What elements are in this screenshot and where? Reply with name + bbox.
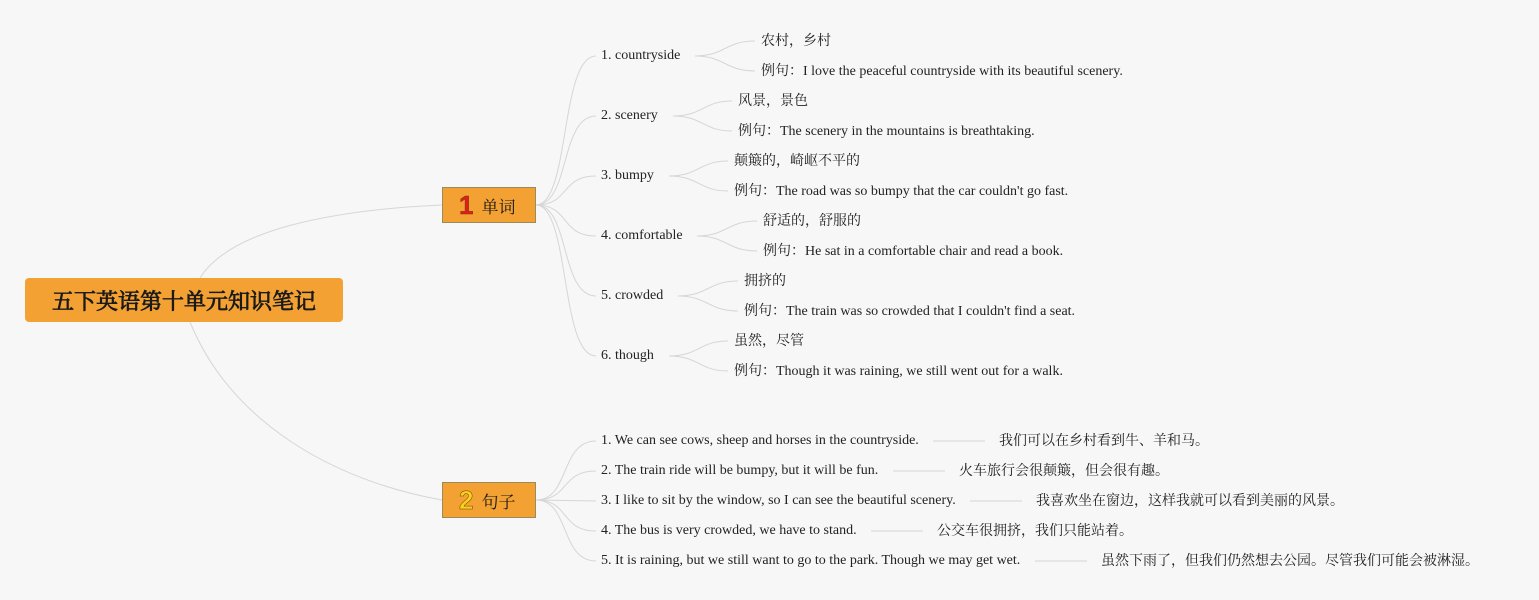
example-prefix: 例句：: [744, 303, 786, 319]
branch-number-2: 2: [459, 485, 474, 515]
meaning-bumpy[interactable]: 颠簸的，崎岖不平的: [734, 153, 860, 169]
example-though[interactable]: [734, 363, 1063, 380]
sentence-cn-1[interactable]: 我们可以在乡村看到牛、羊和马。: [999, 433, 1209, 449]
word-bumpy[interactable]: 3. bumpy: [601, 168, 654, 183]
sentence-en-4[interactable]: 4. The bus is very crowded, we have to stand.: [601, 523, 857, 538]
example-prefix: 例句：: [734, 183, 776, 199]
sentence-cn-2[interactable]: 火车旅行会很颠簸，但会很有趣。: [959, 463, 1169, 479]
meaning-countryside[interactable]: 农村，乡村: [761, 33, 831, 49]
branch-label-words: 单词: [481, 197, 516, 218]
word-crowded[interactable]: 5. crowded: [601, 288, 664, 303]
meaning-comfortable[interactable]: 舒适的，舒服的: [763, 213, 861, 229]
branch-words[interactable]: [442, 187, 536, 223]
example-text: The train was so crowded that I couldn't find a seat.: [786, 304, 1076, 319]
branch-number-1: 1: [459, 190, 474, 220]
word-countryside[interactable]: 1. countryside: [601, 48, 681, 63]
example-text: Though it was raining, we still went out for a walk.: [776, 364, 1063, 379]
word-scenery[interactable]: 2. scenery: [601, 108, 658, 123]
word-comfortable[interactable]: 4. comfortable: [601, 228, 683, 243]
example-prefix: 例句：: [761, 63, 803, 79]
word-though[interactable]: 6. though: [601, 348, 654, 363]
meaning-crowded[interactable]: 拥挤的: [744, 273, 786, 289]
sentence-cn-3[interactable]: 我喜欢坐在窗边，这样我就可以看到美丽的风景。: [1036, 493, 1344, 509]
sentence-cn-5[interactable]: 虽然下雨了，但我们仍然想去公园。尽管我们可能会被淋湿。: [1101, 553, 1479, 569]
example-text: The scenery in the mountains is breathtaking.: [780, 124, 1035, 139]
example-crowded[interactable]: [744, 303, 1075, 320]
example-scenery[interactable]: [738, 123, 1035, 140]
example-text: I love the peaceful countryside with its beautiful scenery.: [803, 64, 1123, 79]
branch-sentences[interactable]: [442, 482, 536, 518]
root-topic[interactable]: [25, 278, 343, 322]
example-text: He sat in a comfortable chair and read a book.: [805, 244, 1064, 259]
example-bumpy[interactable]: [734, 183, 1068, 200]
example-text: The road was so bumpy that the car couldn't go fast.: [776, 184, 1069, 199]
sentence-en-1[interactable]: 1. We can see cows, sheep and horses in the countryside.: [601, 433, 919, 448]
sentence-cn-4[interactable]: 公交车很拥挤，我们只能站着。: [937, 523, 1133, 539]
sentence-en-2[interactable]: 2. The train ride will be bumpy, but it will be fun.: [601, 463, 879, 478]
example-countryside[interactable]: [761, 63, 1123, 80]
root-title: 五下英语第十单元知识笔记: [51, 289, 316, 315]
example-prefix: 例句：: [734, 363, 776, 379]
sentence-en-3[interactable]: 3. I like to sit by the window, so I can see the beautiful scenery.: [601, 493, 956, 508]
example-comfortable[interactable]: [763, 243, 1063, 260]
sentence-en-5[interactable]: 5. It is raining, but we still want to go to the park. Though we may get wet.: [601, 553, 1021, 568]
example-prefix: 例句：: [738, 123, 780, 139]
branch-label-sentences: 句子: [481, 492, 516, 513]
meaning-though[interactable]: 虽然，尽管: [734, 333, 804, 349]
meaning-scenery[interactable]: 风景，景色: [738, 93, 808, 109]
example-prefix: 例句：: [763, 243, 805, 259]
